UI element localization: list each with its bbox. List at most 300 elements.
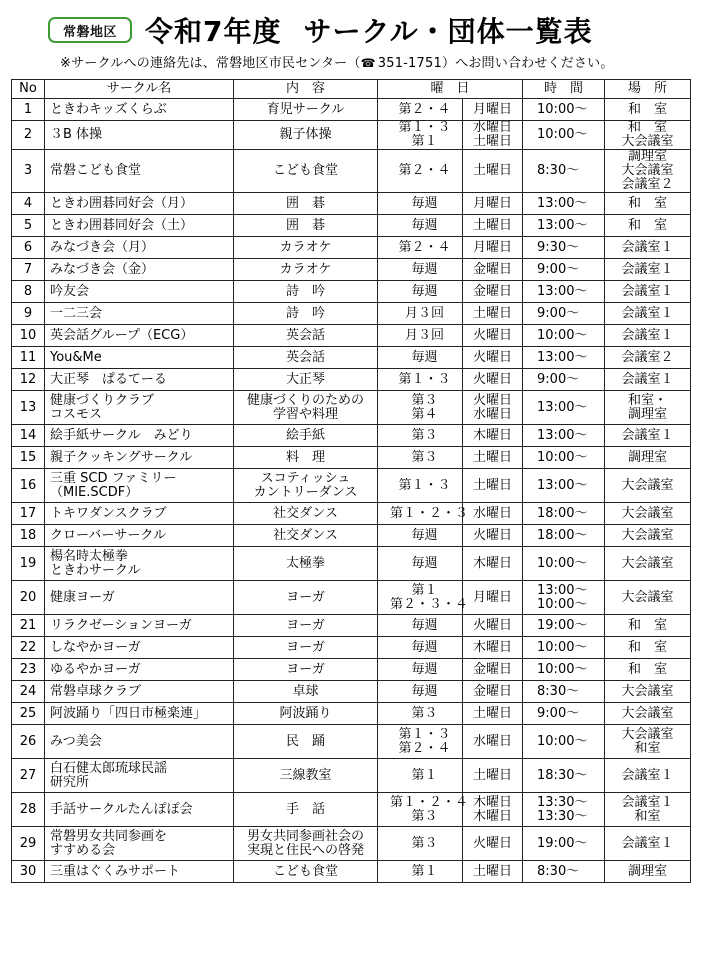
cell-content-line: 育児サークル [266,101,345,117]
cell-place [605,759,691,793]
table-row [12,581,691,615]
cell-no: 12 [12,369,45,391]
cell-name-line: 白石健太郎琉球民謡 [50,760,168,776]
col-header-place: 場 所 [605,80,691,99]
cell-day-line: 金曜日 [473,661,513,677]
cell-name-line: ゆるやかヨーガ [50,661,141,677]
cell-day-line: 土曜日 [473,134,513,149]
cell-name [45,259,234,281]
cell-place [605,861,691,883]
cell-content-line: 英会話 [285,349,325,365]
cell-name-line: 楊名時太極拳 [50,548,129,564]
cell-content-line: ヨーガ [286,661,325,677]
cell-place [605,547,691,581]
cell-no: 18 [12,525,45,547]
cell-content [234,469,378,503]
cell-no: 25 [12,703,45,725]
cell-no: 19 [12,547,45,581]
cell-time-line: 13:00〜 [537,283,588,299]
cell-freq [378,237,463,259]
cell-place [605,193,691,215]
cell-name-line: ときわ囲碁同好会（月） [50,195,194,211]
cell-name-line: 大正琴 ぱるてーる [50,371,167,387]
cell-place-line: 会議室１ [621,767,674,783]
cell-name-line: 常磐男女共同参画を [50,828,168,844]
cell-name [45,659,234,681]
cell-freq-line: 毎週 [411,661,438,677]
cell-no: 14 [12,425,45,447]
cell-freq [378,659,463,681]
cell-time-line: 10:00〜 [537,661,588,677]
cell-name-line: ときわキッズくらぶ [50,101,167,117]
cell-freq-line: 毎週 [411,639,438,655]
cell-freq [378,615,463,637]
cell-time [523,861,605,883]
col-header-no: No [12,80,45,99]
table-header-row [12,80,691,99]
cell-day-line: 火曜日 [473,392,513,408]
cell-day-line: 火曜日 [473,835,513,851]
cell-place-line: 和 室 [628,617,668,633]
cell-name [45,281,234,303]
cell-time [523,725,605,759]
cell-place-line: 和 室 [628,195,668,211]
table-row [12,193,691,215]
cell-time [523,503,605,525]
cell-content-line: 学習や料理 [272,406,338,422]
cell-name-line: 健康づくりクラブ [50,392,155,408]
cell-name [45,793,234,827]
cell-place [605,637,691,659]
cell-time-line: 18:30〜 [537,767,588,783]
table-row [12,503,691,525]
cell-name [45,637,234,659]
cell-freq [378,503,469,525]
cell-freq [378,827,463,861]
cell-time-line: 9:00〜 [537,705,580,721]
table-row [12,215,691,237]
table-row [12,347,691,369]
note-after: ）へお問い合わせください。 [441,56,614,71]
cell-place [605,503,691,525]
cell-place [605,469,691,503]
cell-time [523,637,605,659]
table-row [12,281,691,303]
cell-freq [378,725,463,759]
cell-time-line: 13:00〜 [537,477,588,493]
cell-time-line: 10:00〜 [537,449,588,465]
cell-day [463,369,523,391]
cell-time-line: 8:30〜 [537,863,580,879]
cell-time [523,281,605,303]
cell-name [45,150,234,193]
cell-place-line: 会議室１ [621,327,674,343]
cell-time [523,681,605,703]
cell-time [523,447,605,469]
table-row [12,425,691,447]
cell-day-line: 月曜日 [473,589,513,605]
cell-content [234,703,378,725]
cell-freq-line: 毎週 [411,261,438,277]
district-badge: 常磐地区 [48,17,132,43]
cell-name [45,391,234,425]
cell-content [234,215,378,237]
cell-freq-line: 第３ [411,808,438,824]
cell-place-line: 大会議室 [621,163,674,178]
cell-content-line: 大正琴 [285,371,325,387]
cell-place [605,150,691,193]
cell-freq-line: 毎週 [411,195,438,211]
cell-place-line: 調理室 [628,149,668,164]
cell-content [234,425,378,447]
cell-content-line: 卓球 [292,683,319,699]
cell-time-line: 8:30〜 [537,163,580,178]
cell-time-line: 13:00〜 [537,427,588,443]
cell-freq-line: 第１・２・４ [390,794,469,810]
cell-name-line: （MIE.SCDF） [50,484,139,500]
cell-content [234,447,378,469]
cell-place [605,369,691,391]
cell-content-line: 民 踊 [285,733,325,749]
cell-content-line: スコティッシュ [260,470,351,486]
cell-time [523,615,605,637]
cell-day-line: 木曜日 [473,555,513,571]
cell-name-line: クローバーサークル [50,527,166,543]
cell-day [463,121,523,150]
cell-freq [378,259,463,281]
cell-time-line: 13:00〜 [537,217,588,233]
cell-place-line: 大会議室 [621,505,674,521]
cell-name-line: ときわサークル [50,562,141,578]
cell-day [463,581,523,615]
cell-freq-line: 第３ [411,449,438,465]
cell-place [605,99,691,121]
cell-freq [378,281,463,303]
cell-place [605,121,691,150]
cell-content-line: こども食堂 [272,163,338,178]
cell-content [234,637,378,659]
cell-name [45,237,234,259]
cell-day [463,703,523,725]
cell-time [523,759,605,793]
cell-day [463,237,523,259]
cell-no: 16 [12,469,45,503]
cell-time [523,547,605,581]
cell-place-line: 調理室 [628,449,668,465]
page-title [145,10,593,50]
cell-name-line: リラクゼーションヨーガ [50,617,192,633]
cell-no: 9 [12,303,45,325]
cell-time [523,237,605,259]
cell-place-line: 会議室１ [621,427,674,443]
cell-content-line: 太極拳 [285,555,325,571]
cell-day-line: 土曜日 [473,705,513,721]
table-row [12,447,691,469]
cell-time-line: 18:00〜 [537,505,588,521]
cell-place [605,659,691,681]
cell-content [234,303,378,325]
cell-freq-line: 第２・４ [398,163,451,178]
cell-content-line: 実現と住民への啓発 [246,842,364,858]
cell-day-line: 月曜日 [473,101,513,117]
cell-day [463,615,523,637]
cell-place [605,391,691,425]
cell-no: 8 [12,281,45,303]
cell-time-line: 10:00〜 [537,327,588,343]
cell-freq [378,347,463,369]
header [0,0,701,80]
cell-no: 27 [12,759,45,793]
cell-content-line: 詩 吟 [285,305,325,321]
cell-freq [378,391,463,425]
cell-freq-line: 第１・３ [398,371,451,387]
cell-freq-line: 毎週 [411,349,438,365]
cell-no: 4 [12,193,45,215]
cell-no: 2 [12,121,45,150]
cell-content [234,193,378,215]
cell-content [234,347,378,369]
cell-content-line: 料 理 [285,449,325,465]
cell-name-line: You&Me [50,349,102,365]
cell-place-line: 和 室 [628,120,668,135]
col-header-content: 内 容 [234,80,378,99]
cell-freq-line: 第１ [411,767,438,783]
cell-day [463,525,523,547]
table-row [12,121,691,150]
cell-freq [378,303,463,325]
cell-place-line: 和室 [634,808,661,824]
cell-freq [378,681,463,703]
cell-time-line: 9:00〜 [537,371,580,387]
table-row [12,793,691,827]
cell-content [234,391,378,425]
cell-freq-line: 第３ [411,427,438,443]
cell-freq [378,193,463,215]
cell-day [463,193,523,215]
contact-note [60,52,614,71]
cell-name-line: 研究所 [50,774,90,790]
table-row [12,525,691,547]
cell-day [463,447,523,469]
cell-time [523,99,605,121]
cell-day-line: 木曜日 [473,808,513,824]
cell-time [523,121,605,150]
cell-day-line: 火曜日 [473,527,513,543]
cell-no: 29 [12,827,45,861]
table-row [12,659,691,681]
cell-freq-line: 毎週 [411,283,438,299]
cell-day [463,759,523,793]
table-row [12,150,691,193]
cell-name [45,525,234,547]
cell-name [45,447,234,469]
cell-name [45,99,234,121]
cell-freq [378,525,463,547]
cell-place [605,325,691,347]
cell-content [234,150,378,193]
cell-day-line: 水曜日 [473,406,513,422]
cell-time [523,391,605,425]
cell-content-line: 絵手紙 [285,427,325,443]
cell-day-line: 木曜日 [473,427,513,443]
cell-no: 22 [12,637,45,659]
cell-no: 5 [12,215,45,237]
cell-name-line: 手話サークルたんぽぽ会 [50,801,193,817]
cell-freq-line: 第４ [411,406,438,422]
cell-time-line: 18:00〜 [537,527,588,543]
cell-content [234,681,378,703]
table-row [12,637,691,659]
cell-name [45,193,234,215]
cell-name-line: 三重 SCD ファミリー [50,470,177,486]
cell-content-line: ヨーガ [286,639,325,655]
cell-day-line: 土曜日 [473,449,513,465]
cell-name-line: 常磐こども食堂 [50,163,142,178]
cell-place-line: 調理室 [628,406,668,422]
cell-time-line: 13:00〜 [537,399,588,415]
cell-freq-line: 第１・２・３ [390,505,469,521]
cell-place-line: 会議室１ [621,305,674,321]
cell-freq-line: 月３回 [404,327,444,343]
cell-freq-line: 毎週 [411,683,438,699]
cell-day-line: 土曜日 [473,767,513,783]
cell-name [45,703,234,725]
cell-content-line: 囲 碁 [285,217,325,233]
cell-content [234,281,378,303]
cell-name-line: 一二三会 [50,305,103,321]
cell-time-line: 13:00〜 [537,582,588,598]
table-row [12,861,691,883]
cell-day-line: 水曜日 [473,505,513,521]
col-header-name: サークル名 [45,80,234,99]
table-row [12,369,691,391]
cell-content [234,503,378,525]
cell-freq [378,215,463,237]
cell-no: 10 [12,325,45,347]
cell-time [523,703,605,725]
cell-day [463,725,523,759]
cell-freq-line: 第３ [411,835,438,851]
table-body [12,99,691,883]
cell-name-line: 吟友会 [50,283,90,299]
table-row [12,391,691,425]
cell-content [234,793,378,827]
cell-day-line: 土曜日 [473,217,513,233]
cell-freq-line: 第３ [411,392,438,408]
cell-day [463,827,523,861]
cell-freq-line: 毎週 [411,527,438,543]
cell-name [45,369,234,391]
cell-no: 23 [12,659,45,681]
cell-name [45,347,234,369]
cell-day [463,793,523,827]
table-row [12,703,691,725]
note-before: ※サークルへの連絡先は、常磐地区市民センター（ [60,56,361,71]
table-row [12,759,691,793]
table-row [12,827,691,861]
cell-no: 26 [12,725,45,759]
cell-place [605,703,691,725]
cell-no: 24 [12,681,45,703]
cell-content [234,369,378,391]
cell-freq [378,150,463,193]
cell-freq [378,425,463,447]
cell-time [523,259,605,281]
cell-name-line: みなづき会（月） [50,239,155,255]
cell-no: 3 [12,150,45,193]
cell-place [605,681,691,703]
cell-name-line: 絵手紙サークル みどり [50,427,193,443]
cell-day-line: 土曜日 [473,477,513,493]
cell-time-line: 19:00〜 [537,835,588,851]
cell-no: 20 [12,581,45,615]
table-row [12,303,691,325]
cell-day [463,861,523,883]
cell-time-line: 10:00〜 [537,127,588,142]
cell-freq-line: 毎週 [411,217,438,233]
cell-time [523,793,605,827]
cell-freq-line: 第１・３ [398,477,451,493]
cell-freq-line: 第１ [411,582,438,598]
cell-time-line: 8:30〜 [537,683,580,699]
cell-day-line: 木曜日 [473,639,513,655]
cell-content-line: 親子体操 [279,127,332,142]
cell-day [463,99,523,121]
cell-name-line: トキワダンスクラブ [50,505,167,521]
cell-day [463,259,523,281]
cell-day-line: 火曜日 [473,371,513,387]
cell-place [605,793,691,827]
cell-name-line: みなづき会（金） [50,261,155,277]
cell-time [523,303,605,325]
title-year: 令和7年度 [145,15,282,48]
cell-place [605,447,691,469]
cell-day-line: 土曜日 [473,163,513,178]
cell-content [234,237,378,259]
cell-name-line: 英会話グループ（ECG） [50,327,194,343]
table-row [12,237,691,259]
cell-name-line: 親子クッキングサークル [50,449,193,465]
cell-day [463,637,523,659]
cell-name-line: コスモス [50,406,103,422]
cell-content-line: 三線教室 [279,767,332,783]
cell-day [463,681,523,703]
cell-name-line: しなやかヨーガ [50,639,141,655]
cell-content-line: 詩 吟 [285,283,325,299]
cell-freq [378,637,463,659]
cell-name [45,861,234,883]
cell-day [463,150,523,193]
cell-freq-line: 第２・４ [398,101,451,117]
cell-day-line: 火曜日 [473,617,513,633]
cell-time-line: 10:00〜 [537,555,588,571]
cell-freq [378,447,463,469]
cell-name [45,469,234,503]
cell-day [463,659,523,681]
cell-freq-line: 毎週 [411,555,438,571]
cell-place-line: 大会議室 [621,726,674,742]
cell-day-line: 火曜日 [473,349,513,365]
cell-name [45,581,234,615]
cell-day-line: 水曜日 [473,120,513,135]
cell-day [463,303,523,325]
cell-time-line: 13:30〜 [537,808,588,824]
cell-day-line: 火曜日 [473,327,513,343]
cell-content-line: 男女共同参画社会の [246,828,364,844]
cell-freq [378,325,463,347]
cell-content [234,759,378,793]
cell-day [463,503,523,525]
